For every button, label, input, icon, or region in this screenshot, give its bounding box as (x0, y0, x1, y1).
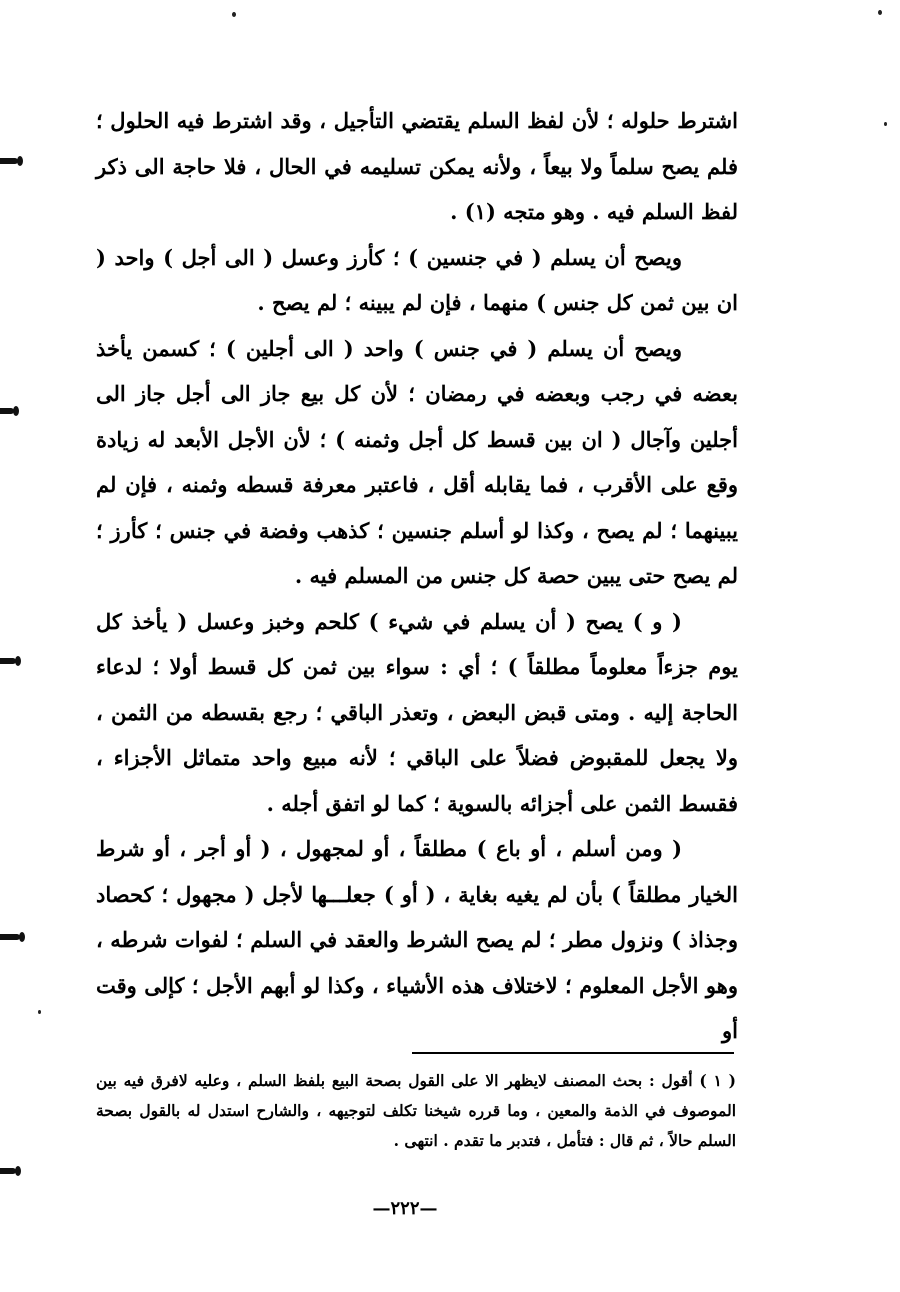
scan-speck (38, 1010, 41, 1014)
scan-speck (232, 12, 236, 17)
footnote-text: ( ١ ) أقول : بحث المصنف لايظهر الا على القول بصحة البيع بلفظ السلم ، وعليه لافرق فيه بين الموصوف في الذمة والمعين ، وما قرره شيخنا تكلف لتوجيهه ، والشارح استدل له بالقول بصحة السلم حالاً ، ثم قال : فتأمل ، فتدبر ما تقدم . انتهى . (96, 1071, 736, 1150)
margin-mark (0, 408, 14, 414)
paragraph: اشترط حلوله ؛ لأن لفظ السلم يقتضي التأجيل ، وقد اشترط فيه الحلول ؛ فلم يصح سلماً ولا بيعاً ، ولأنه يمكن تسليمه في الحال ، فلا حاجة الى ذكر لفظ السلم فيه . وهو متجه (١) . (96, 108, 738, 224)
margin-mark (0, 934, 20, 940)
footnote (96, 1066, 736, 1156)
paragraph: ( و ) يصح ( أن يسلم في شيء ) كلحم وخبز وعسل ( يأخذ كل يوم جزءاً معلوماً مطلقاً ) ؛ أي : سواء بين ثمن كل قسط أولا ؛ لدعاء الحاجة إليه . ومتى قبض البعض ، وتعذر الباقي ؛ رجع بقسطه من الثمن ، ولا يجعل للمقبوض فضلاً على الباقي ؛ لأنه مبيع واحد متماثل الأجزاء ، فقسط الثمن على أجزائه بالسوية ؛ كما لو اتفق أجله . (96, 608, 738, 816)
paragraph: ويصح أن يسلم ( في جنس ) واحد ( الى أجلين ) ؛ كسمن يأخذ بعضه في رجب وبعضه في رمضان ؛ لأن كل بيع جاز الى أجل جاز الى أجلين وآجال ( ان بين قسط كل أجل وثمنه ) ؛ لأن الأجل الأبعد له زيادة وقع على الأقرب ، فما يقابله أقل ، فاعتبر معرفة قسطه وثمنه ، فإن لم يبينهما ؛ لم يصح ، وكذا لو أسلم جنسين ؛ كذهب وفضة في جنس ؛ كأرز ؛ لم يصح حتى يبين حصة كل جنس من المسلم فيه . (96, 335, 738, 588)
margin-mark (0, 658, 16, 664)
margin-mark (0, 1168, 16, 1174)
page-number: —٢٢٢— (372, 1198, 438, 1219)
scan-speck (884, 122, 887, 126)
scan-speck (878, 10, 882, 15)
paragraph: ( ومن أسلم ، أو باع ) مطلقاً ، أو لمجهول ، ( أو أجر ، أو شرط الخيار مطلقاً ) بأن لم يغيه بغاية ، ( أو ) جعلـــها لأجل ( مجهول ؛ كحصاد وجذاذ ) ونزول مطر ؛ لم يصح الشرط والعقد في السلم ؛ لفوات شرطه ، وهو الأجل المعلوم ؛ لاختلاف هذه الأشياء ، وكذا لو أبهم الأجل ؛ كإلى وقت أو (96, 836, 738, 1043)
main-body-text (96, 98, 738, 1054)
paragraph: ويصح أن يسلم ( في جنسين ) ؛ كأرز وعسل ( الى أجل ) واحد ( ان بين ثمن كل جنس ) منهما ، فإن لم يبينه ؛ لم يصح . (96, 244, 738, 315)
footnote-separator (412, 1052, 734, 1054)
margin-mark (0, 158, 18, 164)
